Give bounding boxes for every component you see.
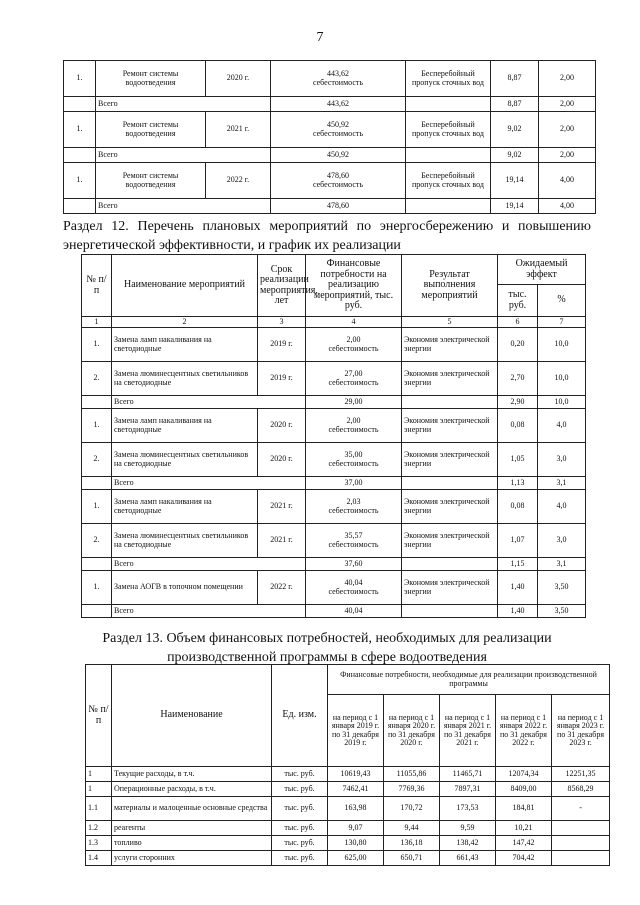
row-name: материалы и малоценные основные средства [112,797,272,821]
cost-value: 2,03 [346,497,361,507]
effect-pct: 3,50 [538,571,586,605]
table-row [64,199,596,214]
effect-rub: 1,05 [498,443,538,477]
total-label: Всего [96,97,271,112]
total-rub: 9,02 [491,148,539,163]
measure-year: 2020 г. [258,409,306,443]
row-value: 10,21 [496,821,552,836]
measure-year: 2022 г. [206,163,271,199]
row-value: 9,44 [384,821,440,836]
measure-year: 2021 г. [258,490,306,524]
finance-needs-table [85,664,610,866]
period-header: на период с 1 января 2023 г. по 31 декабря 2023 г. [552,695,610,767]
col-effect-header: Ожидаемый эффект [498,255,586,285]
measure-result: Экономия электрической энергии [402,571,498,605]
cost-type: себестоимость [328,586,379,596]
measure-year: 2019 г. [258,328,306,362]
effect-rub: 0,08 [498,409,538,443]
table-row [86,821,610,836]
cost-value: 40,04 [344,578,363,588]
empty-cell [406,199,491,214]
row-number: 1. [64,163,96,199]
effect-pct: 4,0 [538,490,586,524]
measure-name: Замена АОГВ в топочном помещении [112,571,258,605]
total-rub: 1,40 [498,605,538,618]
row-number: 1.1 [86,797,112,821]
table-row [82,558,586,571]
col-num-header: № п/п [86,665,112,767]
row-value [552,836,610,851]
total-rub: 1,13 [498,477,538,490]
col-name-header: Наименование мероприятий [112,255,258,317]
measure-cost [306,571,402,605]
cost-value: 443,62 [327,69,349,79]
table-row [86,782,610,797]
section13-heading: Раздел 13. Объем финансовых потребностей, необходимых для реализации производственной программы в сфере водоотведения [102,631,552,665]
table-row [64,148,596,163]
row-name: Текущие расходы, в т.ч. [112,767,272,782]
total-pct: 2,00 [539,97,596,112]
empty-cell [82,605,112,618]
measure-cost [271,112,406,148]
empty-cell [82,477,112,490]
measure-name: Замена люминесцентных светильников на светодиодные [112,362,258,396]
period-header: на период с 1 января 2021 г. по 31 декабря 2021 г. [440,695,496,767]
row-name: Операционные расходы, в т.ч. [112,782,272,797]
row-value [552,851,610,866]
row-value: 136,18 [384,836,440,851]
col-term-header: Срок реализации мероприятия, лет [258,255,306,317]
row-value: 9,07 [328,821,384,836]
cost-type: себестоимость [328,343,379,353]
row-value: 10619,43 [328,767,384,782]
total-cost: 29,00 [306,396,402,409]
table-row [82,490,586,524]
col-finance-header: Финансовые потребности на реализацию мероприятий, тыс. руб. [306,255,402,317]
measure-cost [306,524,402,558]
row-value: 9,59 [440,821,496,836]
measure-name: Ремонт системы водоотведения [96,163,206,199]
measure-year: 2020 г. [258,443,306,477]
measure-result: Бесперебойный пропуск сточных вод [406,112,491,148]
measure-cost [306,490,402,524]
effect-pct: 2,00 [539,61,596,97]
row-number: 1. [82,328,112,362]
table-row [86,797,610,821]
column-number: 6 [498,317,538,328]
effect-rub: 9,02 [491,112,539,148]
measure-name: Замена ламп накаливания на светодиодные [112,328,258,362]
total-rub: 1,15 [498,558,538,571]
table-row [86,836,610,851]
col-unit-header: Ед. изм. [272,665,328,767]
col-name-header: Наименование [112,665,272,767]
row-number: 1.2 [86,821,112,836]
effect-rub: 1,07 [498,524,538,558]
row-number: 1.4 [86,851,112,866]
total-cost: 40,04 [306,605,402,618]
cost-type: себестоимость [328,424,379,434]
table-row [82,524,586,558]
measure-result: Экономия электрической энергии [402,443,498,477]
total-pct: 3,50 [538,605,586,618]
table-row [64,97,596,112]
measure-cost [306,443,402,477]
energy-saving-table [81,254,586,618]
effect-rub: 0,08 [498,490,538,524]
empty-cell [64,97,96,112]
table-row [82,328,586,362]
period-header: на период с 1 января 2019 г. по 31 декабря 2019 г. [328,695,384,767]
row-value: 7897,31 [440,782,496,797]
table-row [64,61,596,97]
row-value: 147,42 [496,836,552,851]
cost-value: 27,00 [344,369,363,379]
measure-year: 2021 г. [206,112,271,148]
col-num-header: № п/п [82,255,112,317]
total-rub: 2,90 [498,396,538,409]
effect-pct: 4,0 [538,409,586,443]
total-label: Всего [96,199,271,214]
effect-rub: 8,87 [491,61,539,97]
measure-name: Ремонт системы водоотведения [96,112,206,148]
row-value: 7462,41 [328,782,384,797]
effect-pct: 10,0 [538,328,586,362]
total-pct: 3,1 [538,558,586,571]
column-number: 3 [258,317,306,328]
row-value: 12251,35 [552,767,610,782]
total-cost: 37,00 [306,477,402,490]
page-number: 7 [316,30,324,45]
measure-cost [306,409,402,443]
effect-pct: 10,0 [538,362,586,396]
row-number: 2. [82,524,112,558]
row-name: услуги сторонних [112,851,272,866]
table-row [82,443,586,477]
row-value: 11055,86 [384,767,440,782]
empty-cell [402,396,498,409]
effect-pct: 3,0 [538,443,586,477]
cost-type: себестоимость [312,179,364,189]
section12-heading: Раздел 12. Перечень плановых мероприятий по энергосбережению и повышению энергетической эффективности, и график их реализации [63,219,591,253]
row-unit: тыс. руб. [272,782,328,797]
row-value: 138,42 [440,836,496,851]
column-number: 5 [402,317,498,328]
row-number: 1. [64,61,96,97]
cost-type: себестоимость [328,377,379,387]
measure-name: Замена люминесцентных светильников на светодиодные [112,443,258,477]
row-value: 173,53 [440,797,496,821]
cost-value: 450,92 [327,120,349,130]
cost-value: 2,00 [346,335,361,345]
row-unit: тыс. руб. [272,797,328,821]
measure-name: Замена ламп накаливания на светодиодные [112,409,258,443]
row-number: 1 [86,767,112,782]
row-value: 170,72 [384,797,440,821]
total-label: Всего [112,477,306,490]
row-number: 2. [82,362,112,396]
measure-cost [306,362,402,396]
table-row [86,851,610,866]
table-row [82,605,586,618]
cost-value: 2,00 [346,416,361,426]
effect-pct: 2,00 [539,112,596,148]
row-number: 1. [82,490,112,524]
empty-cell [406,148,491,163]
measure-cost [271,61,406,97]
row-value: 8409,00 [496,782,552,797]
row-value: 625,00 [328,851,384,866]
row-unit: тыс. руб. [272,851,328,866]
period-header: на период с 1 января 2020 г. по 31 декабря 2020 г. [384,695,440,767]
measure-result: Экономия электрической энергии [402,490,498,524]
column-number: 1 [82,317,112,328]
measure-year: 2019 г. [258,362,306,396]
water-repair-table [63,60,596,214]
col-pct-header: % [538,285,586,317]
empty-cell [402,605,498,618]
measure-cost [306,328,402,362]
total-cost: 478,60 [271,199,406,214]
period-header: на период с 1 января 2022 г. по 31 декабря 2022 г. [496,695,552,767]
total-pct: 3,1 [538,477,586,490]
cost-type: себестоимость [328,505,379,515]
empty-cell [402,477,498,490]
total-label: Всего [96,148,271,163]
empty-cell [406,97,491,112]
col-finance-header: Финансовые потребности, необходимые для реализации производственной программы [328,665,610,695]
row-value: 650,71 [384,851,440,866]
col-rub-header: тыс. руб. [498,285,538,317]
table-row [64,112,596,148]
row-value: - [552,797,610,821]
table-row [82,362,586,396]
row-value [552,821,610,836]
measure-year: 2022 г. [258,571,306,605]
table-row [64,163,596,199]
empty-cell [64,199,96,214]
total-label: Всего [112,605,306,618]
row-number: 2. [82,443,112,477]
measure-result: Экономия электрической энергии [402,362,498,396]
row-value: 8568,29 [552,782,610,797]
row-name: топливо [112,836,272,851]
effect-rub: 2,70 [498,362,538,396]
row-unit: тыс. руб. [272,836,328,851]
column-number: 4 [306,317,402,328]
row-value: 130,80 [328,836,384,851]
total-label: Всего [112,558,306,571]
measure-year: 2021 г. [258,524,306,558]
cost-type: себестоимость [312,128,364,138]
empty-cell [402,558,498,571]
measure-cost [271,163,406,199]
total-pct: 2,00 [539,148,596,163]
measure-year: 2020 г. [206,61,271,97]
measure-name: Ремонт системы водоотведения [96,61,206,97]
measure-name: Замена ламп накаливания на светодиодные [112,490,258,524]
row-value: 11465,71 [440,767,496,782]
row-value: 661,43 [440,851,496,866]
row-number: 1. [82,409,112,443]
column-number: 7 [538,317,586,328]
measure-result: Экономия электрической энергии [402,409,498,443]
measure-result: Бесперебойный пропуск сточных вод [406,163,491,199]
row-value: 163,98 [328,797,384,821]
table-row [86,767,610,782]
effect-pct: 3,0 [538,524,586,558]
row-unit: тыс. руб. [272,767,328,782]
table-row [82,477,586,490]
empty-cell [82,396,112,409]
measure-result: Экономия электрической энергии [402,524,498,558]
measure-result: Экономия электрической энергии [402,328,498,362]
table-row [82,571,586,605]
cost-type: себестоимость [328,458,379,468]
measure-name: Замена люминесцентных светильников на светодиодные [112,524,258,558]
row-number: 1. [64,112,96,148]
cost-value: 478,60 [327,171,349,181]
row-unit: тыс. руб. [272,821,328,836]
cost-value: 35,00 [344,450,363,460]
row-name: реагенты [112,821,272,836]
total-pct: 10,0 [538,396,586,409]
cost-type: себестоимость [312,77,364,87]
effect-rub: 0,20 [498,328,538,362]
row-value: 704,42 [496,851,552,866]
total-rub: 8,87 [491,97,539,112]
effect-rub: 1,40 [498,571,538,605]
cost-value: 35,57 [344,531,363,541]
effect-pct: 4,00 [539,163,596,199]
cost-type: себестоимость [328,539,379,549]
col-result-header: Результат выполнения мероприятий [402,255,498,317]
total-cost: 443,62 [271,97,406,112]
empty-cell [64,148,96,163]
row-value: 184,81 [496,797,552,821]
total-cost: 450,92 [271,148,406,163]
row-number: 1. [82,571,112,605]
total-pct: 4,00 [539,199,596,214]
empty-cell [82,558,112,571]
effect-rub: 19,14 [491,163,539,199]
row-value: 12074,34 [496,767,552,782]
column-number: 2 [112,317,258,328]
table-row [82,409,586,443]
row-number: 1.3 [86,836,112,851]
row-value: 7769,36 [384,782,440,797]
row-number: 1 [86,782,112,797]
measure-result: Бесперебойный пропуск сточных вод [406,61,491,97]
total-label: Всего [112,396,306,409]
total-rub: 19,14 [491,199,539,214]
table-row [82,396,586,409]
total-cost: 37,60 [306,558,402,571]
